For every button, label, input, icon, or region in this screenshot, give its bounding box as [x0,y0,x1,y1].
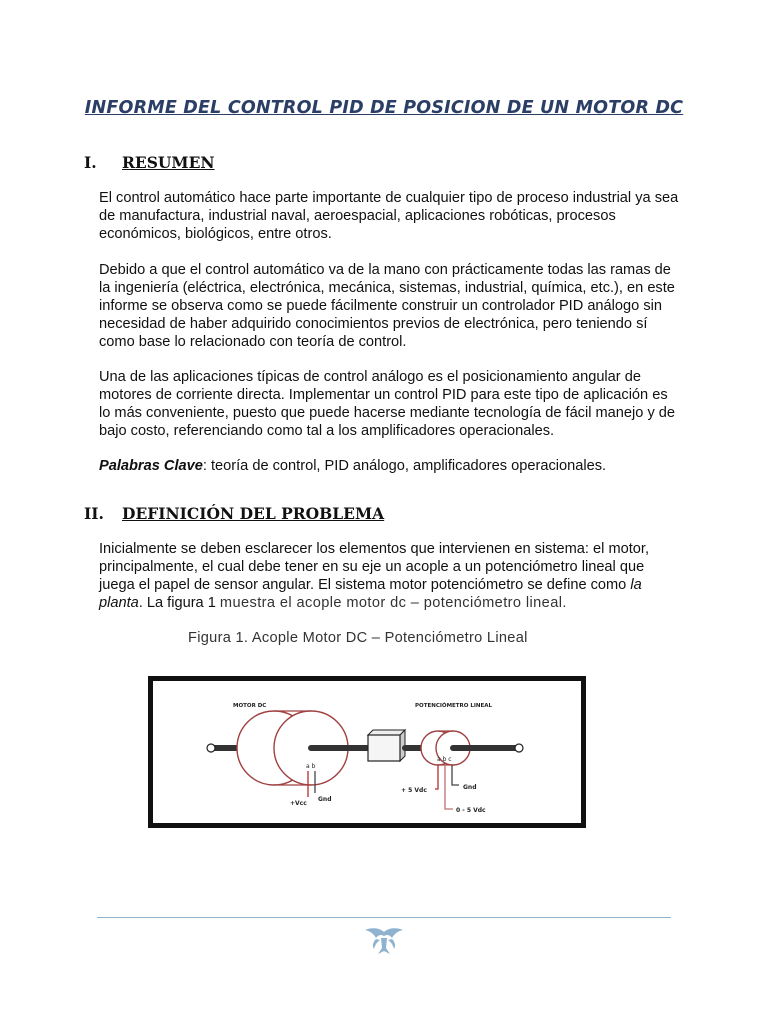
motor-label: MOTOR DC [233,703,267,709]
keywords-line [99,457,679,475]
problem-text-mid: . La figura 1 [138,595,220,611]
section-title: DEFINICIÓN DEL PROBLEMA [122,504,385,523]
fleur-ornament-icon [362,926,406,965]
section-title: RESUMEN [122,153,215,172]
paragraph-engineering: Debido a que el control automático va de la mano con prácticamente todas las ramas de la ingeniería (eléctrica, electrónica, mecánica, sistemas, industrial, química, etc.), en este informe se observa como se puede fácilmente construir un controlador PID análogo sin necesidad de haber adquirido conocimientos previos de electrónica, pero teniendo sí como base lo relacionado con teoría de control. [99,262,675,350]
v5-label: + 5 Vdc [401,787,427,794]
pot-label: POTENCIÓMETRO LINEAL [415,703,493,709]
paragraph-intro: El control automático hace parte importante de cualquier tipo de proceso industrial ya sea de manufactura, industrial naval, aeroespacial, aplicaciones robóticas, procesos económicos, biológicos, entre otros. [99,190,679,242]
pot-wire-c [452,765,459,785]
keywords-label: Palabras Clave [99,458,203,474]
section-number: I. [84,153,97,172]
coupling-block [368,735,400,761]
vcc-label: +Vcc [290,800,307,807]
figure-caption: Figura 1. Acople Motor DC – Potenciómetro Lineal [188,630,528,646]
section-heading-resumen [84,153,215,172]
figure-reference-text: muestra el acople motor dc – potenciómetro lineal. [219,595,567,611]
problem-text-lead: Inicialmente se deben esclarecer los elementos que intervienen en sistema: el motor, principalmente, el cual debe tener en su eje un acople a un potenciómetro lineal que juega el papel de sensor angular. El sistema motor potenciómetro se define como [99,541,649,593]
pot-pin-labels: a b c [437,756,452,763]
section-heading-problema [84,504,384,523]
motor-gnd-label: Gnd [318,796,332,803]
shaft-end-left [207,744,215,752]
shaft-end-right [515,744,523,752]
motor-coupling-diagram [153,681,581,823]
plant-term: la planta [99,577,642,611]
pot-gnd-label: Gnd [463,784,477,791]
range-label: 0 - 5 Vdc [456,807,486,814]
keywords-text: : teoría de control, PID análogo, amplificadores operacionales. [202,458,607,474]
pot-wire-a [435,765,438,789]
motor-pin-labels: a b [306,763,316,770]
document-title: INFORME DEL CONTROL PID DE POSICION DE UN MOTOR DC [84,98,684,118]
footer-divider [97,917,671,918]
figure-motor-potentiometer [148,676,586,828]
paragraph-applications: Una de las aplicaciones típicas de control análogo es el posicionamiento angular de motores de corriente directa. Implementar un control PID para este tipo de aplicación es lo más conveniente, puesto que puede hacerse mediante tecnología de fácil manejo y de bajo costo, referenciando como tal a los amplificadores operacionales. [99,369,676,439]
paragraph-problem [99,540,679,612]
section-number: II. [84,504,104,523]
